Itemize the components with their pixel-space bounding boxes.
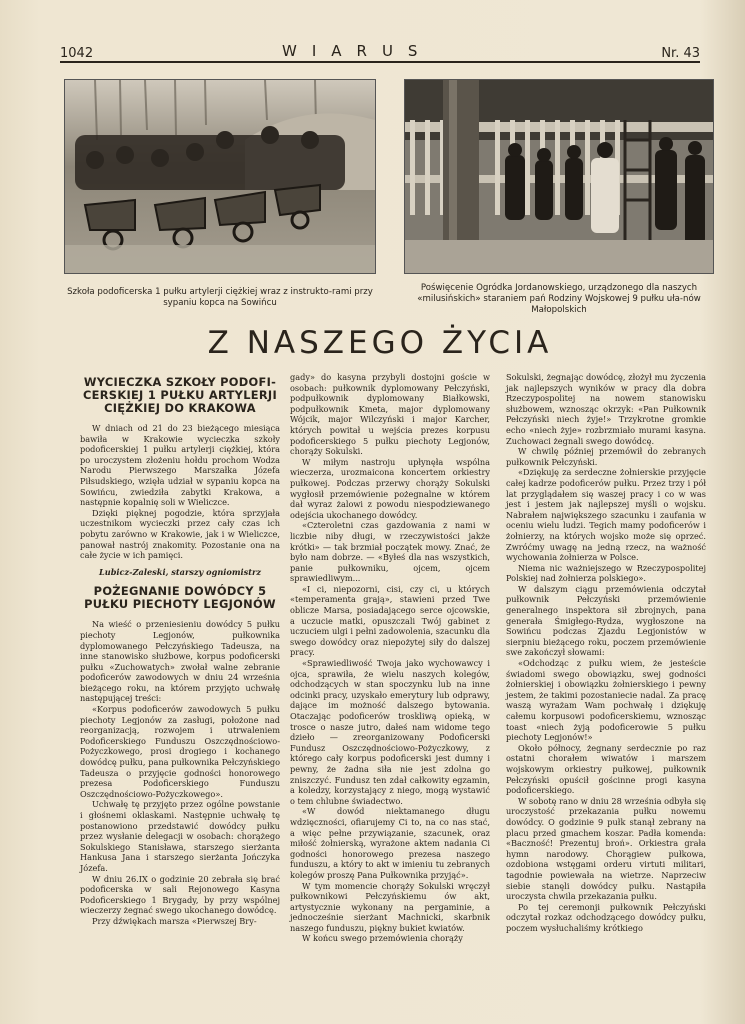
- article-1-signature: Lubicz-Zaleski, starszy ogniomistrz: [99, 566, 261, 577]
- article-2-paragraph: gady» do kasyna przybyli dostojni goście w osobach: pułkownik dyplomowany Pełczyński, podpułkownik dyplomowany Białkowski, podpułkownik Kmeta, major dyplomowany Wójcik, major Wilczyński i major Karcher, których powitał u wejścia prezes korpusu podoficerskiego 5 pułku piechoty Legjonów, chorąży Sokulski.: [290, 372, 490, 457]
- photo-caption-1: Szkoła podoficerska 1 pułku artylerji ciężkiej wraz z instrukto-rami przy sypaniu kopca na Sowińcu: [67, 287, 373, 308]
- article-1-paragraph: W dniach od 21 do 23 bieżącego miesiąca bawiła w Krakowie wycieczka szkoły podoficerskiej 1 pułku artylerji ciężkiej, która po uroczystem złożeniu hołdu prochom Wodza Narodu Pierwszego Marszałka Józefa Piłsudskiego, wzięła udział w sypaniu kopca na Sowińcu, zwiedziła zabytki Krakowa, a następnie kopalnię soli w Wieliczce.: [80, 423, 280, 508]
- column-3: [506, 372, 706, 933]
- article-2-paragraph: Niema nic ważniejszego w Rzeczypospolitej Polskiej nad żołnierza polskiego».: [506, 562, 706, 584]
- column-1: [80, 372, 280, 927]
- article-2-paragraph: Około północy, żegnany serdecznie po raz ostatni chorałem wiwatów i marszem wojskowym orkiestry pułkowej, pułkownik Pełczyński opuścił gościnne progi kasyna podoficerskiego.: [506, 742, 706, 796]
- article-2-paragraph: «Czteroletni czas gazdowania z nami w liczbie niby długi, w rzeczywistości jakże krótki» — tak brzmiał początek mowy. Znać, że było nam dobrze. — «Byłeś dla nas wszystkich, panie pułkowniku, ojcem, ojcem sprawiedliwym...: [290, 520, 490, 584]
- page-number: 1042: [60, 46, 94, 61]
- photo-artillery-school: [64, 79, 376, 274]
- article-2-paragraph: Przy dźwiękach marsza «Pierwszej Bry-: [92, 915, 257, 926]
- header-rule: [60, 61, 700, 63]
- article-2-paragraph: «I ci, niepozorni, cisi, czy ci, u których «temperamenta grają», stawieni przed Twe oblicze Marsa, posiadającego serce ojcowskie, a uczucie matki, opuszczali Twój gabinet z uczuciem ulgi i pełni zadowolenia, szacunku dla swego dowódcy oraz niepożytej siły do dalszej pracy.: [290, 583, 490, 658]
- article-2-paragraph: W miłym nastroju upłynęła wspólna wieczerza, urozmaicona koncertem orkiestry pułkowej. Podczas przerwy chorąży Sokulski wygłosił przemówienie pożegnalne w którem dał wyraz żalowi z powodu niespodziewanego odejścia ukochanego dowódcy.: [290, 456, 490, 520]
- article-2-heading: POŻEGNANIE DOWÓDCY 5 PUŁKU PIECHOTY LEGJONÓW: [84, 584, 276, 612]
- photo-jordan-garden: [404, 79, 714, 274]
- article-2-paragraph: «Odchodząc z pułku wiem, że jesteście świadomi swego obowiązku, swej godności żołnierskiej i obowiązku żołnierskiego i pewny jestem, że takimi pozostaniecie nadal. Za pracę waszą wyrażam Wam pochwałę i dziękuję całemu korpusowi podoficerskiemu, wznosząc toast «niech żyją podoficerowie 5 pułku piechoty Legjonów!»: [506, 658, 706, 743]
- masthead: WIARUS: [282, 42, 433, 60]
- article-2-paragraph: «Sprawiedliwość Twoja jako wychowawcy i ojca, sprawiła, że wielu naszych kolegów, odchodzących w stan spoczynku lub na inne odcinki pracy, uzyskało emerytury lub odprawy, dające im możność dalszego bytowania. Otaczając podoficerów troskliwą opieką, w trosce o nasze jutro, dałeś nam widome tego dzieło — zreorganizowany Podoficerski Fundusz Oszczędnościowo-Pożyczkowy, z którego cały korpus podoficerski jest dumny i pewny, że żadna siła nie jest zdolna go zniszczyć. Fundusz ten zdał całkowity egzamin, a koledzy, korzystający z niego, mogą wystawić o tem chlubne świadectwo.: [290, 658, 490, 806]
- article-1-heading: WYCIECZKA SZKOŁY PODOFI-CERSKIEJ 1 PUŁKU ARTYLERJI CIĘŻKIEJ DO KRAKOWA: [83, 375, 277, 415]
- article-2-paragraph: Po tej ceremonji pułkownik Pełczyński odczytał rozkaz odchodzącego dowódcy pułku, poczem wysłuchaliśmy krótkiego: [506, 901, 706, 933]
- article-2-paragraph: W sobotę rano w dniu 28 września odbyła się uroczystość przekazania pułku nowemu dowódcy. O godzinie 9 pułk stanął zebrany na placu przed gmachem koszar. Padła komenda: «Baczność! Prezentuj broń». Orkiestra grała hymn narodowy. Chorągiew pułkowa, ozdobiona wstęgami orderu virtuti militari, tagodnie powiewała na wietrze. Naprzeciw siebie stanęli dowódcy pułku. Nastąpiła uroczysta chwila przekazania pułku.: [506, 795, 706, 902]
- photo-caption-2: Poświęcenie Ogródka Jordanowskiego, urządzonego dla naszych «milusińskich» staraniem pań Rodziny Wojskowej 9 pułku uła-nów Małopolskich: [417, 283, 701, 315]
- section-title: Z NASZEGO ŻYCIA: [207, 325, 553, 361]
- issue-number: Nr. 43: [661, 46, 700, 61]
- article-2-paragraph: W końcu swego przemówienia chorąży: [302, 933, 463, 944]
- article-2-paragraph: «Korpus podoficerów zawodowych 5 pułku piechoty Legjonów za zasługi, położone nad reorganizacją, rozwojem i utrwaleniem Podoficerskiego Funduszu Oszczędnościowo-Pożyczkowego, prosi drogiego i kochanego dowódcę pułku, pana pułkownika Pełczyńskiego Tadeusza o przyjęcie godności honorowego prezesa Podoficerskiego Funduszu Oszczędnościowo-Pożyczkowego».: [80, 704, 280, 799]
- article-2-paragraph: W dniu 26.IX o godzinie 20 zebrała się brać podoficerska w sali Rejonowego Kasyna Podoficerskiego 1 Brygady, by przy wspólnej wieczerzy żegnać swego ukochanego dowódcę.: [80, 873, 280, 916]
- article-2-paragraph: «Dziękuję za serdeczne żołnierskie przyjęcie całej kadrze podoficerów pułku. Przez trzy i pół lat przyglądałem się waszej pracy i co w was jest i jestem jak najlepszej myśli o wojsku. Nabrałem największego szacunku i zaufania w oceniu wielu ludzi. Tegich mamy podoficerów i żołnierzy, na których wojsko może się oprzeć. Zwróćmy uwagę na jedną rzecz, na ważność wychowania żołnierza w Polsce.: [506, 467, 706, 563]
- article-2-paragraph: Uchwałę tę przyjęto przez ogólne powstanie i głośnemi oklaskami. Następnie uchwałę tę postanowiono przedstawić dowódcy pułku przez wysłanie delegacji w osobach: chorążego Sokulskiego Stanisława, starszego sierżanta Hankusa Jana i starszego sierżanta Jończyka Józefa.: [80, 799, 280, 873]
- article-2-paragraph: W tym momencie chorąży Sokulski wręczył pułkownikowi Pełczyńskiemu ów akt, artystycznie wykonany na pergaminie, a jednocześnie sierżant Machnicki, skarbnik naszego funduszu, piękny bukiet kwiatów.: [290, 880, 490, 933]
- page-header: [60, 42, 700, 62]
- column-2: [290, 372, 490, 944]
- article-2-paragraph: «W dowód niektamanego długu wdzięczności, ofiarujemy Ci to, na co nas stać, a więc pełne przywiązanie, szacunek, oraz miłość żołnierską, wyrażone aktem nadania Ci godności honorowego prezesa naszego funduszu, a który to akt w imieniu tu zebranych kolegów proszę Pana Pułkownika przyjąć».: [290, 806, 490, 880]
- article-2-paragraph: Na wieść o przeniesieniu dowódcy 5 pułku piechoty Legjonów, pułkownika dyplomowanego Pełczyńskiego Tadeusza, na inne stanowisko służbowe, korpus podoficerski pułku «Zuchowatych» zwołał walne zebranie podoficerów zawodowych w dniu 24 września bieżącego roku, na którem przyjęto uchwałę następującej treści:: [80, 619, 280, 704]
- article-2-paragraph: Sokulski, żegnając dowódcę, złożył mu życzenia jak najlepszych wyników w pracy dla dobra Rzeczypospolitej na nowem stanowisku służbowem, wznosząc okrzyk: «Pan Pułkownik Pełczyński niech żyje!» Trzykrotne gromkie echo «niech żyje» rozbrzmiało murami kasyna. Zuchowaci żegnali swego dowódcę.: [506, 372, 706, 446]
- article-2-paragraph: W dalszym ciągu przemówienia odczytał pułkownik Pełczyński przemówienie generalnego inspektora sił zbrojnych, pana generała Śmigłego-Rydza, wygłoszone na Sowińcu podczas Zjazdu Legjonistów w sierpniu bieżącego roku, poczem przemówienie swe zakończył słowami:: [506, 583, 706, 658]
- article-1-paragraph: Dzięki pięknej pogodzie, która sprzyjała uczestnikom wycieczki przez cały czas ich pobytu zarówno w Krakowie, jak i w Wieliczce, panował nastrój znakomity. Pozostanie ona na całe życie w ich pamięci.: [80, 507, 280, 561]
- article-2-paragraph: W chwilę później przemówił do zebranych pułkownik Pełczyński.: [506, 446, 706, 467]
